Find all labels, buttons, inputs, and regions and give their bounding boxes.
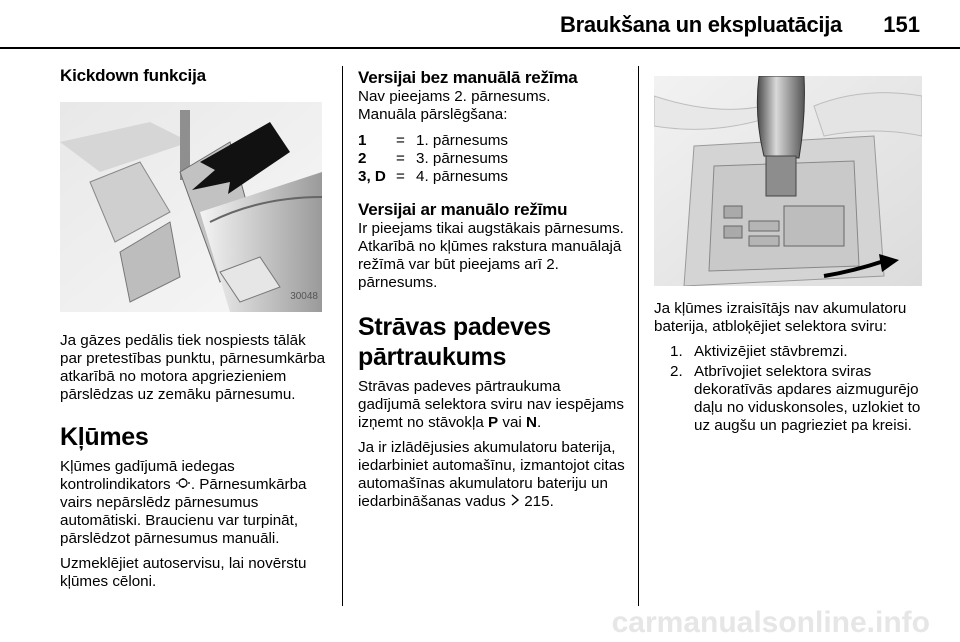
step-number: 2. bbox=[670, 363, 683, 380]
column-divider-left bbox=[342, 66, 343, 606]
pedal-illustration bbox=[60, 102, 322, 312]
battery-text: Ja ir izlādējusies akumulatoru baterija, iedarbiniet automašīnu, izmantojot citas automašīnas akumulatoru bateriju un iedarbināšanas vadus bbox=[358, 439, 625, 510]
faults-heading: Kļūmes bbox=[60, 423, 149, 451]
step-text: Aktivizējiet stāvbremzi. bbox=[694, 343, 848, 360]
no-manual-heading: Versijai bez manuālā režīma bbox=[358, 68, 578, 87]
page-header-title: Braukšana un ekspluatācija bbox=[560, 12, 842, 37]
no-manual-line1: Nav pieejams 2. pārnesums. bbox=[358, 88, 551, 105]
unlock-steps bbox=[654, 343, 926, 435]
gear-value: 3. pārnesums bbox=[416, 150, 509, 167]
battery-text-end: . bbox=[549, 493, 554, 510]
battery-reference-page[interactable]: 215 bbox=[524, 493, 550, 510]
selector-lever-illustration bbox=[654, 76, 922, 286]
header-rule bbox=[0, 47, 960, 49]
faults-text-a: Kļūmes gadījumā iedegas kontrolindikators bbox=[60, 458, 235, 493]
list-item bbox=[670, 343, 926, 361]
left-column bbox=[60, 66, 330, 598]
gear-value: 1. pārnesums bbox=[416, 132, 509, 149]
gear-row bbox=[358, 132, 508, 150]
gear-table bbox=[358, 132, 508, 186]
page-number: 151 bbox=[883, 12, 920, 37]
power-text-end: . bbox=[536, 414, 542, 431]
position-n: N bbox=[526, 414, 537, 431]
position-p: P bbox=[488, 414, 499, 431]
kickdown-heading: Kickdown funkcija bbox=[60, 66, 206, 85]
power-text: Strāvas padeves pārtraukuma gadījumā selektora sviru nav iespējams izņemt no stāvokļa bbox=[358, 378, 624, 431]
right-column bbox=[654, 300, 926, 437]
power-text-or: vai bbox=[498, 414, 526, 431]
gear-row bbox=[358, 168, 508, 186]
step-text: Atbrīvojiet selektora sviras dekoratīvās apdares aizmugurējo daļu no viduskonsoles, uzlokiet to uz augšu un pagrieziet pa kreisi. bbox=[694, 363, 921, 434]
with-manual-paragraph: Ir pieejams tikai augstākais pārnesums. Atkarībā no kļūmes rakstura manuālajā režīmā var būt pieejams arī 2. pārnesums. bbox=[358, 220, 624, 291]
watermark: carmanualsonline.info bbox=[611, 606, 930, 639]
power-heading-line1: Strāvas padeves bbox=[358, 313, 551, 341]
gear-eq: = bbox=[396, 168, 405, 185]
gear-eq: = bbox=[396, 132, 405, 149]
faults-paragraph bbox=[60, 458, 330, 548]
figure-number: 30048 bbox=[290, 291, 318, 302]
gear-value: 4. pārnesums bbox=[416, 168, 509, 185]
power-heading-line2: pārtraukums bbox=[358, 343, 507, 371]
gear-row bbox=[358, 150, 508, 168]
faults-text-b: . Pārnesumkārba vairs nepārslēdz pārnesumus automātiski. Braucienu var turpināt, pārslēdzot pārnesumus manuāli. bbox=[60, 476, 307, 547]
gear-eq: = bbox=[396, 150, 405, 167]
no-manual-line2: Manuāla pārslēgšana: bbox=[358, 106, 508, 123]
middle-column bbox=[358, 68, 626, 518]
unlock-intro: Ja kļūmes izraisītājs nav akumulatoru baterija, atbloķējiet selektora sviru: bbox=[654, 300, 907, 335]
kickdown-figure bbox=[60, 102, 322, 312]
column-divider-right bbox=[638, 66, 639, 606]
selector-lever-figure bbox=[654, 76, 922, 286]
transmission-warning-icon bbox=[175, 477, 191, 492]
with-manual-heading: Versijai ar manuālo režīmu bbox=[358, 200, 568, 219]
power-paragraph bbox=[358, 378, 626, 432]
reference-arrow-icon bbox=[510, 493, 520, 510]
gear-key: 3, D bbox=[358, 168, 386, 185]
battery-paragraph bbox=[358, 439, 626, 511]
list-item bbox=[670, 363, 926, 435]
kickdown-paragraph: Ja gāzes pedālis tiek nospiests tālāk par pretestības punktu, pārnesumkārba atkarībā no motora apgriezieniem pārslēdzas uz zemāku pārnesumu. bbox=[60, 332, 326, 403]
gear-key: 2 bbox=[358, 150, 367, 167]
gear-key: 1 bbox=[358, 132, 367, 149]
step-number: 1. bbox=[670, 343, 683, 360]
faults-paragraph-2: Uzmeklējiet autoservisu, lai novērstu kļūmes cēloni. bbox=[60, 555, 307, 590]
